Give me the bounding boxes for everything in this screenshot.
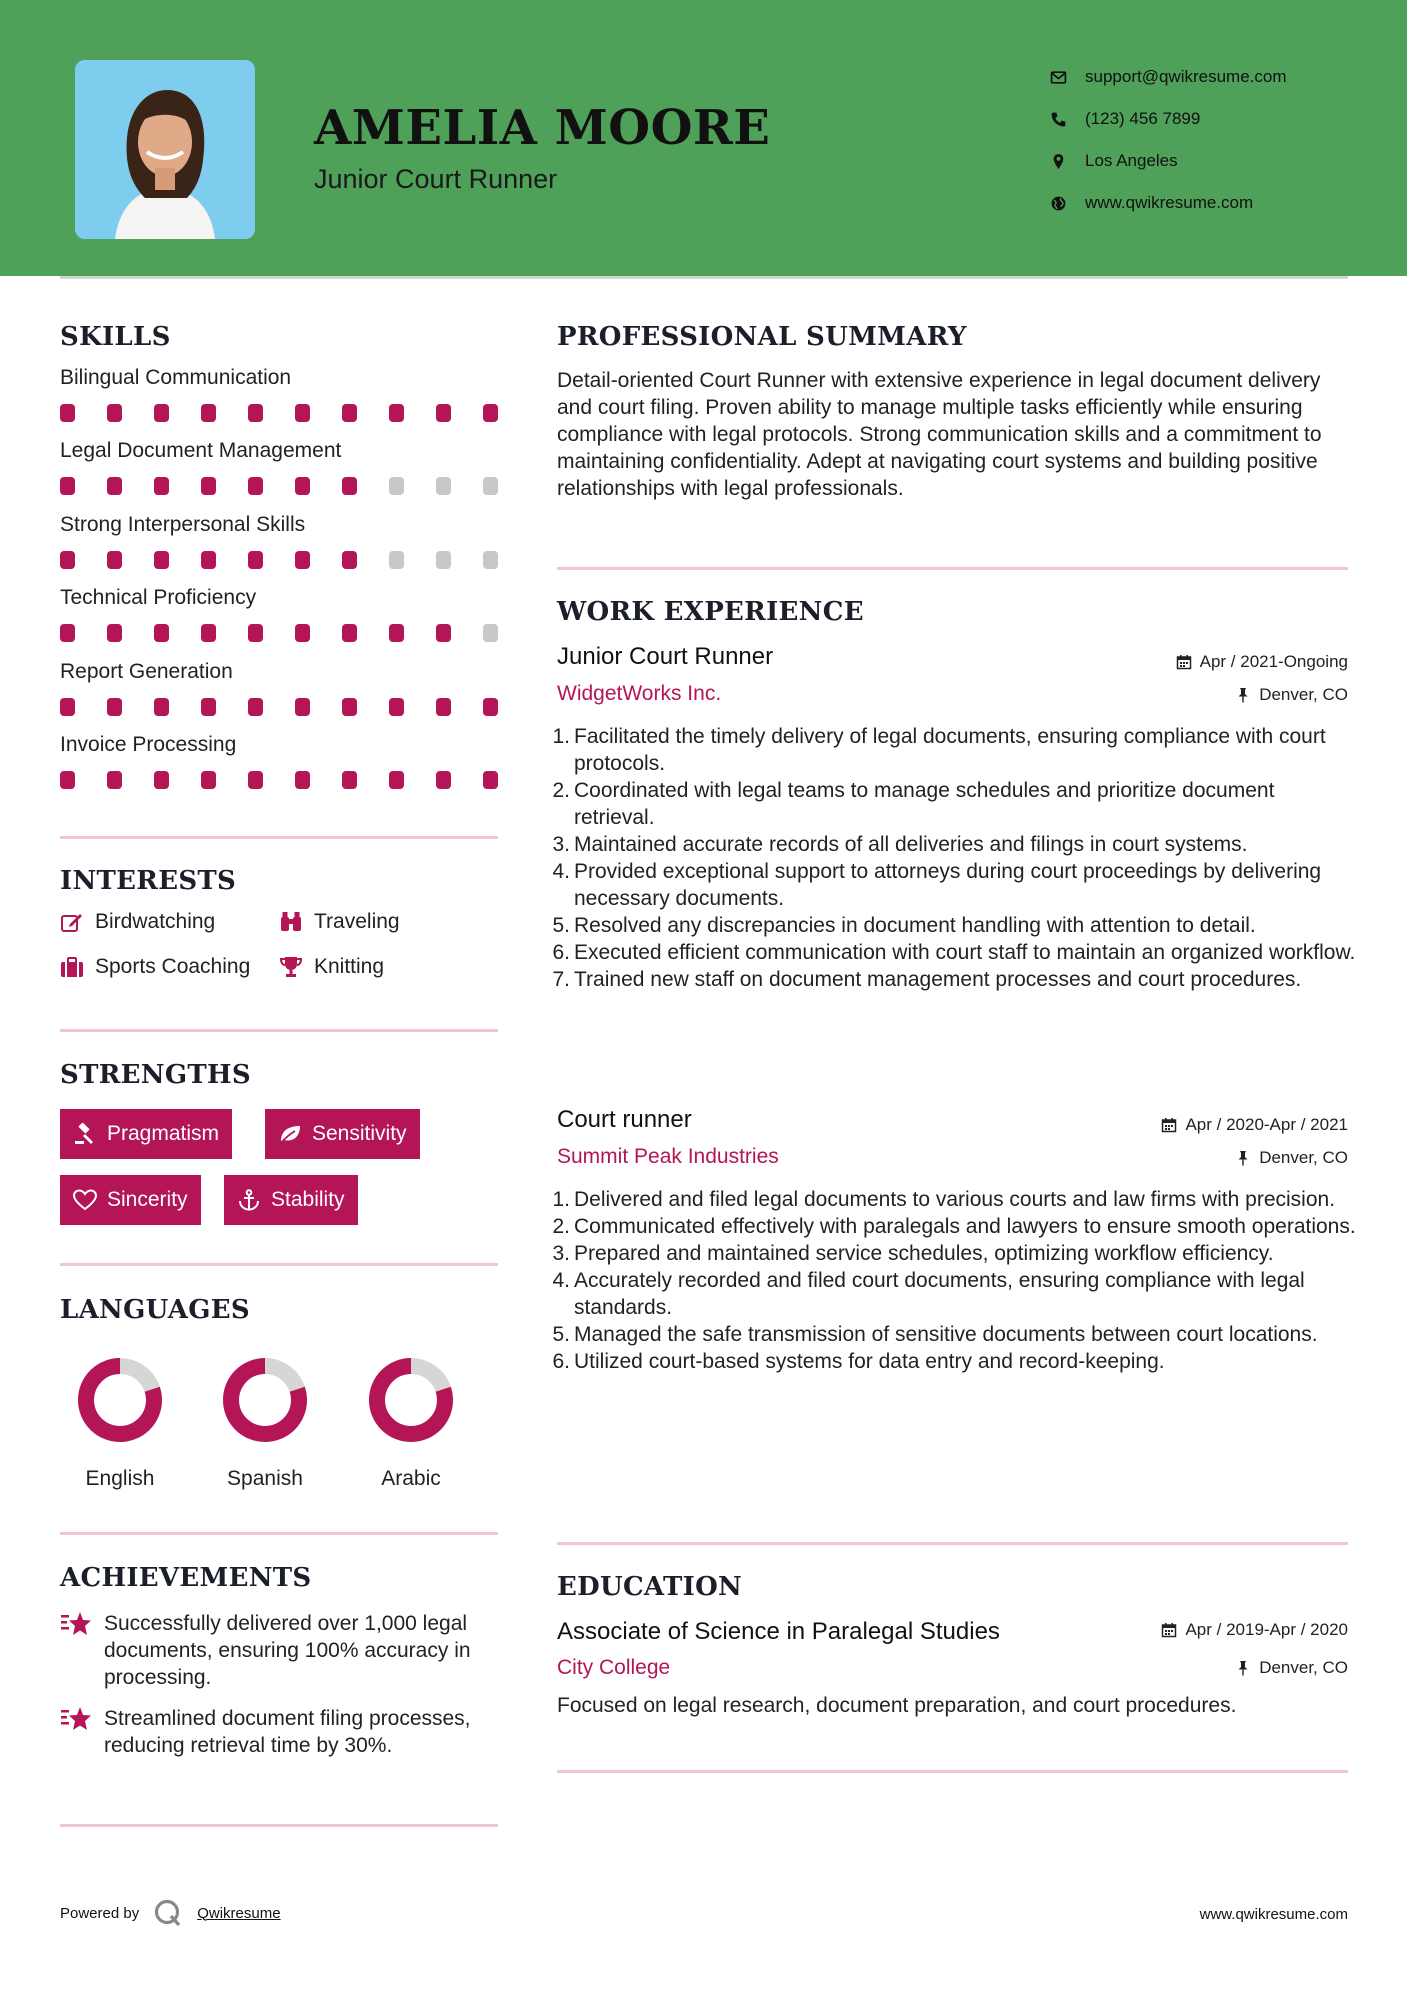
achievement-text: Successfully delivered over 1,000 legal documents, ensuring 100% accuracy in processing.: [104, 1612, 471, 1689]
suitcase-icon: [60, 956, 84, 978]
job-location-text: Denver, CO: [1259, 1148, 1348, 1167]
rating-dot-empty: [389, 477, 404, 495]
rating-dot-filled: [154, 477, 169, 495]
contact-email[interactable]: [1050, 56, 1287, 98]
achievement-item: [60, 1705, 500, 1759]
school-name: City College: [557, 1656, 671, 1679]
job-location-text: Denver, CO: [1259, 685, 1348, 704]
list-number: 2.: [552, 1215, 570, 1238]
skill-name: Technical Proficiency: [60, 586, 257, 610]
job-title: Court runner: [557, 1106, 692, 1133]
list-text: Managed the safe transmission of sensitive documents between court locations.: [574, 1323, 1318, 1346]
list-item: [552, 723, 1357, 777]
language-spanish: [205, 1355, 325, 1491]
rating-dot-filled: [60, 771, 75, 789]
list-text: Utilized court-based systems for data entry and record-keeping.: [574, 1350, 1165, 1373]
list-number: 1.: [552, 725, 570, 748]
rating-dot-filled: [342, 624, 357, 642]
education-dates-text: Apr / 2019-Apr / 2020: [1185, 1620, 1348, 1639]
list-number: 3.: [552, 1242, 570, 1265]
job-responsibilities: [552, 1186, 1357, 1375]
rating-dot-filled: [248, 551, 263, 569]
skill-item: [60, 366, 500, 422]
rating-dot-filled: [436, 624, 451, 642]
list-number: 5.: [552, 914, 570, 937]
experience-divider: [557, 1542, 1348, 1545]
job-dates: [1176, 652, 1348, 672]
rating-dot-filled: [248, 624, 263, 642]
rating-dot-filled: [60, 551, 75, 569]
interest-birdwatching: [60, 910, 215, 934]
list-number: 4.: [552, 860, 570, 883]
skill-rating: [60, 477, 498, 495]
rating-dot-empty: [483, 477, 498, 495]
strength-label: Pragmatism: [107, 1122, 220, 1145]
interest-label: Traveling: [314, 910, 400, 933]
rating-dot-filled: [60, 404, 75, 422]
pushpin-icon: [1235, 1660, 1251, 1676]
rating-dot-filled: [154, 551, 169, 569]
list-number: 1.: [552, 1188, 570, 1211]
list-number: 4.: [552, 1269, 570, 1292]
list-text: Delivered and filed legal documents to various courts and law firms with precision.: [574, 1188, 1336, 1211]
list-text: Coordinated with legal teams to manage schedules and prioritize document retrieval.: [574, 779, 1275, 829]
rating-dot-filled: [389, 624, 404, 642]
qwikresume-logo-icon: [153, 1898, 183, 1928]
pushpin-icon: [1235, 687, 1251, 703]
rating-dot-filled: [201, 698, 216, 716]
education-location-text: Denver, CO: [1259, 1658, 1348, 1677]
anchor-icon: [237, 1189, 261, 1211]
achievements-divider: [60, 1824, 498, 1827]
rating-dot-filled: [483, 404, 498, 422]
education-dates: [1161, 1620, 1348, 1640]
rating-dot-empty: [389, 551, 404, 569]
rating-dot-filled: [342, 404, 357, 422]
list-item: [552, 1321, 1357, 1348]
rating-dot-filled: [107, 551, 122, 569]
education-location: [1235, 1658, 1348, 1678]
list-text: Accurately recorded and filed court documents, ensuring compliance with legal standards.: [574, 1269, 1305, 1319]
rating-dot-filled: [389, 698, 404, 716]
strength-label: Sincerity: [107, 1188, 188, 1211]
pencil-square-icon: [60, 911, 84, 933]
contact-email-text: support@qwikresume.com: [1085, 67, 1287, 86]
strength-badge-sincerity: [60, 1175, 201, 1225]
contact-location-text: Los Angeles: [1085, 151, 1178, 170]
rating-dot-filled: [248, 771, 263, 789]
interests-heading: INTERESTS: [60, 866, 237, 896]
rating-dot-empty: [436, 477, 451, 495]
contact-location: [1050, 140, 1287, 182]
list-number: 6.: [552, 1350, 570, 1373]
list-text: Executed efficient communication with court staff to maintain an organized workflow.: [574, 941, 1356, 964]
interest-label: Knitting: [314, 955, 385, 978]
rating-dot-filled: [436, 404, 451, 422]
list-item: [552, 1240, 1357, 1267]
list-text: Provided exceptional support to attorneys during court proceedings by delivering necessary documents.: [574, 860, 1322, 910]
list-text: Prepared and maintained service schedules, optimizing workflow efficiency.: [574, 1242, 1274, 1265]
job-dates-text: Apr / 2021-Ongoing: [1199, 652, 1348, 671]
skill-item: [60, 513, 500, 569]
job-dates: [1161, 1115, 1348, 1135]
languages-divider: [60, 1532, 498, 1535]
contact-phone[interactable]: [1050, 98, 1287, 140]
skills-heading: SKILLS: [60, 322, 171, 352]
rating-dot-filled: [342, 477, 357, 495]
skill-item: [60, 660, 500, 716]
rating-dot-filled: [107, 404, 122, 422]
rating-dot-filled: [201, 771, 216, 789]
education-divider: [557, 1770, 1348, 1773]
rating-dot-filled: [342, 551, 357, 569]
qwikresume-link[interactable]: Qwikresume: [197, 1904, 281, 1922]
interests-divider: [60, 1029, 498, 1032]
skill-item: [60, 439, 500, 495]
rating-dot-filled: [483, 771, 498, 789]
powered-by-text: Powered by: [60, 1904, 140, 1922]
rating-dot-filled: [436, 698, 451, 716]
language-spanish-ring: [220, 1355, 310, 1445]
strength-badge-stability: [224, 1175, 358, 1225]
rating-dot-filled: [107, 771, 122, 789]
rating-dot-filled: [201, 551, 216, 569]
rating-dot-filled: [154, 624, 169, 642]
rating-dot-filled: [436, 771, 451, 789]
pushpin-icon: [1235, 1150, 1251, 1166]
strengths-heading: STRENGTHS: [60, 1060, 251, 1090]
list-item: [552, 1186, 1357, 1213]
leaf-icon: [278, 1123, 302, 1145]
contact-website-text: www.qwikresume.com: [1085, 193, 1254, 212]
skill-rating: [60, 771, 498, 789]
list-item: [552, 939, 1357, 966]
rating-dot-empty: [483, 624, 498, 642]
list-text: Trained new staff on document management processes and court procedures.: [574, 968, 1302, 991]
star-icon: [60, 1611, 92, 1637]
candidate-title: Junior Court Runner: [314, 164, 558, 194]
list-number: 5.: [552, 1323, 570, 1346]
rating-dot-filled: [389, 404, 404, 422]
skill-name: Invoice Processing: [60, 733, 237, 756]
rating-dot-empty: [483, 551, 498, 569]
company-name: Summit Peak Industries: [557, 1145, 779, 1168]
list-item: [552, 966, 1357, 993]
rating-dot-filled: [107, 624, 122, 642]
list-item: [552, 912, 1357, 939]
job-location: [1235, 685, 1348, 705]
rating-dot-filled: [154, 698, 169, 716]
skill-rating: [60, 624, 498, 642]
skill-name: Bilingual Communication: [60, 366, 292, 389]
rating-dot-filled: [295, 698, 310, 716]
list-item: [552, 1267, 1357, 1321]
header-divider: [60, 276, 1348, 279]
rating-dot-filled: [342, 771, 357, 789]
phone-icon: [1050, 111, 1067, 128]
rating-dot-filled: [60, 624, 75, 642]
strength-label: Stability: [271, 1188, 345, 1211]
rating-dot-filled: [295, 551, 310, 569]
list-number: 3.: [552, 833, 570, 856]
rating-dot-empty: [436, 551, 451, 569]
rating-dot-filled: [154, 771, 169, 789]
calendar-icon: [1161, 1117, 1177, 1133]
star-icon: [60, 1706, 92, 1732]
skill-name: Report Generation: [60, 659, 233, 683]
interest-knitting: [279, 955, 384, 979]
rating-dot-filled: [248, 477, 263, 495]
contact-website[interactable]: [1050, 182, 1287, 224]
achievements-heading: ACHIEVEMENTS: [60, 1563, 312, 1593]
language-arabic-ring: [366, 1355, 456, 1445]
list-number: 6.: [552, 941, 570, 964]
language-english: [60, 1355, 180, 1491]
rating-dot-filled: [295, 404, 310, 422]
rating-dot-filled: [201, 624, 216, 642]
rating-dot-filled: [60, 698, 75, 716]
gavel-icon: [73, 1123, 97, 1145]
job-title: Junior Court Runner: [557, 643, 774, 670]
rating-dot-filled: [248, 698, 263, 716]
list-number: 7.: [552, 968, 570, 991]
strength-label: Sensitivity: [312, 1122, 407, 1145]
rating-dot-filled: [295, 477, 310, 495]
profile-photo: [75, 60, 255, 239]
language-arabic: [351, 1355, 471, 1491]
job-location: [1235, 1148, 1348, 1168]
list-text: Maintained accurate records of all deliveries and filings in court systems.: [574, 833, 1248, 856]
company-name: WidgetWorks Inc.: [557, 682, 722, 705]
rating-dot-filled: [107, 477, 122, 495]
degree-title: Associate of Science in Paralegal Studies: [557, 1618, 1000, 1645]
calendar-icon: [1176, 654, 1192, 670]
envelope-icon: [1050, 69, 1067, 86]
map-pin-icon: [1050, 153, 1067, 170]
globe-icon: [1050, 195, 1067, 212]
rating-dot-filled: [107, 698, 122, 716]
interest-label: Sports Coaching: [95, 955, 251, 978]
education-description: Focused on legal research, document preparation, and court procedures.: [557, 1694, 1237, 1717]
interest-label: Birdwatching: [95, 910, 216, 933]
summary-heading: PROFESSIONAL SUMMARY: [557, 322, 967, 352]
language-name: English: [85, 1467, 155, 1490]
skill-item: [60, 586, 500, 642]
rating-dot-filled: [60, 477, 75, 495]
list-item: [552, 831, 1357, 858]
rating-dot-filled: [389, 771, 404, 789]
list-text: Communicated effectively with paralegals and lawyers to ensure smooth operations.: [574, 1215, 1356, 1238]
resume-header: [0, 0, 1407, 276]
job-dates-text: Apr / 2020-Apr / 2021: [1185, 1115, 1348, 1134]
rating-dot-filled: [201, 404, 216, 422]
skill-name: Legal Document Management: [60, 439, 342, 463]
interest-sports-coaching: [60, 955, 250, 979]
trophy-icon: [279, 956, 303, 978]
achievement-text: Streamlined document filing processes, reducing retrieval time by 30%.: [104, 1707, 471, 1757]
rating-dot-filled: [154, 404, 169, 422]
list-item: [552, 1213, 1357, 1240]
language-name: Spanish: [227, 1467, 303, 1490]
strengths-divider: [60, 1263, 498, 1266]
summary-text: Detail-oriented Court Runner with extensive experience in legal document delivery and court filing. Proven ability to manage multiple tasks efficiently while ensuring compliance with legal protocols. Strong communication skills and a commitment to maintaining confidentiality. Adept at navigating court systems and building positive relationships with legal professionals.: [557, 369, 1322, 500]
list-number: 2.: [552, 779, 570, 802]
summary-divider: [557, 567, 1348, 570]
education-heading: EDUCATION: [557, 1572, 743, 1602]
languages-heading: LANGUAGES: [60, 1295, 250, 1325]
rating-dot-filled: [342, 698, 357, 716]
skill-rating: [60, 404, 498, 422]
skill-item: [60, 733, 500, 789]
skill-name: Strong Interpersonal Skills: [60, 512, 306, 536]
footer-powered-by: [60, 1898, 281, 1928]
list-text: Facilitated the timely delivery of legal documents, ensuring compliance with court protocols.: [574, 725, 1326, 775]
language-name: Arabic: [381, 1467, 441, 1490]
rating-dot-filled: [295, 624, 310, 642]
contact-list: [1050, 56, 1287, 224]
binoculars-icon: [279, 911, 303, 933]
interest-traveling: [279, 910, 400, 934]
contact-phone-text: (123) 456 7899: [1085, 109, 1201, 128]
strength-badge-pragmatism: [60, 1109, 232, 1159]
rating-dot-filled: [483, 698, 498, 716]
list-item: [552, 1348, 1357, 1375]
skills-divider: [60, 836, 498, 839]
heart-icon: [73, 1189, 97, 1211]
footer-website[interactable]: www.qwikresume.com: [1199, 1906, 1348, 1923]
language-english-ring: [75, 1355, 165, 1445]
list-text: Resolved any discrepancies in document handling with attention to detail.: [574, 914, 1256, 937]
rating-dot-filled: [201, 477, 216, 495]
rating-dot-filled: [248, 404, 263, 422]
list-item: [552, 858, 1357, 912]
skill-rating: [60, 551, 498, 569]
calendar-icon: [1161, 1622, 1177, 1638]
achievement-item: [60, 1610, 500, 1691]
list-item: [552, 777, 1357, 831]
skill-rating: [60, 698, 498, 716]
job-responsibilities: [552, 723, 1357, 993]
strength-badge-sensitivity: [265, 1109, 420, 1159]
candidate-name: AMELIA MOORE: [314, 100, 771, 156]
rating-dot-filled: [295, 771, 310, 789]
experience-heading: WORK EXPERIENCE: [557, 597, 864, 627]
